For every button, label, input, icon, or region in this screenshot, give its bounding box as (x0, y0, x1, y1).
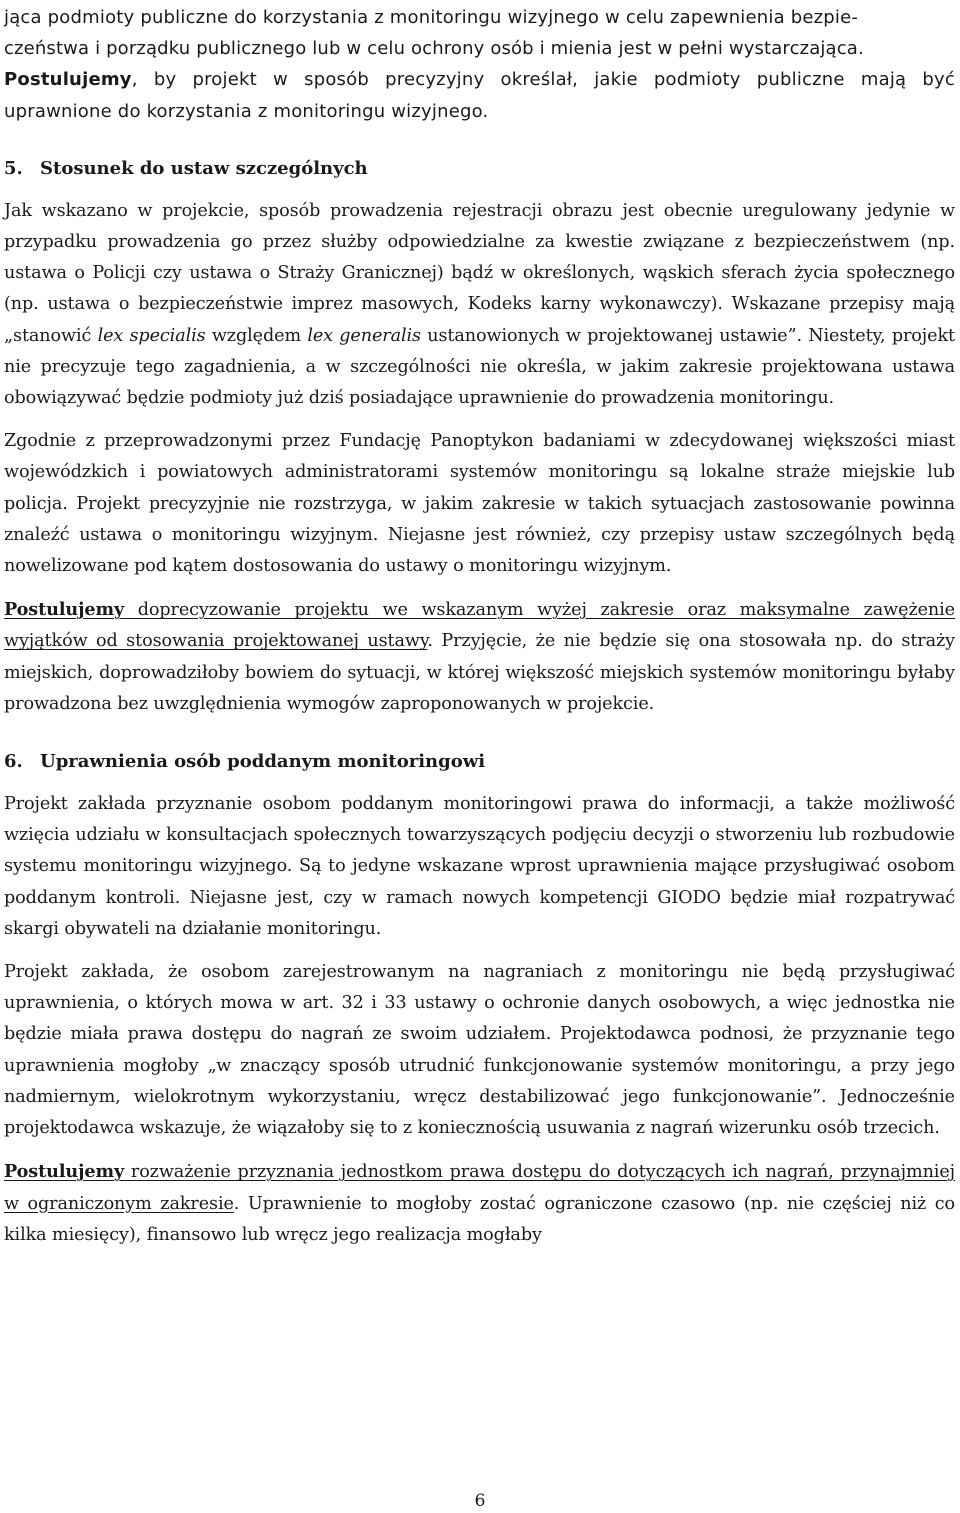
intro-line-1: jąca podmioty publiczne do korzystania z monitoringu wizyjnego w celu zapewnienia bezpie- (4, 7, 859, 28)
section-5-title: Stosunek do ustaw szczególnych (40, 157, 368, 179)
postulate-rest-text: . Uprawnienie to mogłoby zostać ograniczone czasowo (np. nie częściej niż co kilka miesięcy), finansowo lub wręcz jego realizacja mogłaby (4, 1193, 955, 1245)
section-5-number: 5. (4, 157, 23, 179)
section-5-paragraph-1-text-c: ustanowionych w projektowanej ustawie”. Niestety, projekt nie precyzuje tego zagadnienia, a w szczególności nie określa, w jakim zakresie projektowana ustawa obowiązywać będzie podmioty już dziś posiadające uprawnienie do prowadzenia monitoringu. (4, 325, 955, 409)
postulate-underlined-text: rozważenie przyznania jednostkom prawa dostępu do dotyczących ich nagrań, przynajmniej w ograniczonym zakresie (4, 1162, 955, 1214)
postulate-label: Postulujemy (4, 599, 125, 621)
section-6-paragraph-1: Projekt zakłada przyznanie osobom poddanym monitoringowi prawa do informacji, a także możliwość wzięcia udziału w konsultacjach społecznych towarzyszących podjęciu decyzji o stworzeniu lub rozbudowie systemu monitoringu wizyjnego. Są to jedyne wskazane wprost uprawnienia mające przysługiwać osobom poddanym kontroli. Niejasne jest, czy w ramach nowych kompetencji GIODO będzie miał rozpatrywać skargi obywateli na działanie monitoringu. (4, 794, 955, 939)
intro-line-2: czeństwa i porządku publicznego lub w celu ochrony osób i mienia jest w pełni wystarczająca. (4, 38, 864, 60)
section-6-paragraph-2: Projekt zakłada, że osobom zarejestrowanym na nagraniach z monitoringu nie będą przysługiwać uprawnienia, o których mowa w art. 32 i 33 ustawy o ochronie danych osobowych, a więc jednostka nie będzie miała prawa dostępu do nagrań ze swoim udziałem. Projektodawca podnosi, że przyznanie tego uprawnienia mogłoby „w znaczący sposób utrudnić funkcjonowanie systemów monitoringu, a przy jego nadmiernym, wielokrotnym wykorzystaniu, wręcz destabilizować jego funkcjonowanie”. Jednocześnie projektodawca wskazuje, że wiązałoby się to z koniecznością usuwania z nagrań wizerunku osób trzecich. (4, 962, 955, 1139)
section-5-paragraph-1-text-b: względem (205, 325, 308, 346)
section-5-paragraph-1-text-a: Jak wskazano w projekcie, sposób prowadzenia rejestracji obrazu jest obecnie uregulowany jedynie w przypadku prowadzenia go przez służby odpowiedzialne za kwestie związane z bezpieczeństwem (np. ustawa o Policji czy ustawa o Straży Granicznej) bądź w określonych, wąskich sferach życia społecznego (np. ustawa o bezpieczeństwie imprez masowych, Kodeks karny wykonawczy). Wskazane przepisy mają „stanowić (4, 200, 955, 346)
postulate-text: , by projekt w sposób precyzyjny określał, jakie podmioty publiczne mają być uprawnione do korzystania z monitoringu wizyjnego. (4, 69, 955, 122)
document-page (4, 2, 955, 1251)
section-6-number: 6. (4, 751, 23, 773)
intro-paragraph (4, 2, 955, 127)
page-number: 6 (474, 1491, 486, 1511)
section-6-title: Uprawnienia osób poddanym monitoringowi (40, 751, 486, 773)
postulate-label: Postulujemy (4, 1161, 125, 1183)
section-5-heading (4, 153, 955, 184)
section-6-heading (4, 746, 955, 777)
section-5-postulate (4, 594, 955, 720)
section-5-paragraph-1 (4, 196, 955, 414)
lex-specialis: lex specialis (97, 325, 206, 346)
postulate-rest-text: . Przyjęcie, że nie będzie się ona stosowała np. do straży miejskich, doprowadziłoby bowiem do sytuacji, w której większość miejskich systemów monitoringu byłaby prowadzona bez uwzględnienia wymogów zaproponowanych w projekcie. (4, 631, 955, 714)
section-5-paragraph-2: Zgodnie z przeprowadzonymi przez Fundację Panoptykon badaniami w zdecydowanej większości miast wojewódzkich i powiatowych administratorami systemów monitoringu są lokalne straże miejskie lub policja. Projekt precyzyjnie nie rozstrzyga, w jakim zakresie w takich sytuacjach zastosowanie powinna znaleźć ustawa o monitoringu wizyjnym. Niejasne jest również, czy przepisy ustaw szczególnych będą nowelizowane pod kątem dostosowania do ustawy o monitoringu wizyjnym. (4, 431, 955, 577)
postulate-underlined-text: doprecyzowanie projektu we wskazanym wyżej zakresie oraz maksymalne zawężenie wyjątków od stosowania projektowanej ustawy (4, 600, 955, 652)
lex-generalis: lex generalis (307, 325, 421, 346)
section-6-postulate (4, 1156, 955, 1251)
postulate-label: Postulujemy (4, 69, 132, 91)
